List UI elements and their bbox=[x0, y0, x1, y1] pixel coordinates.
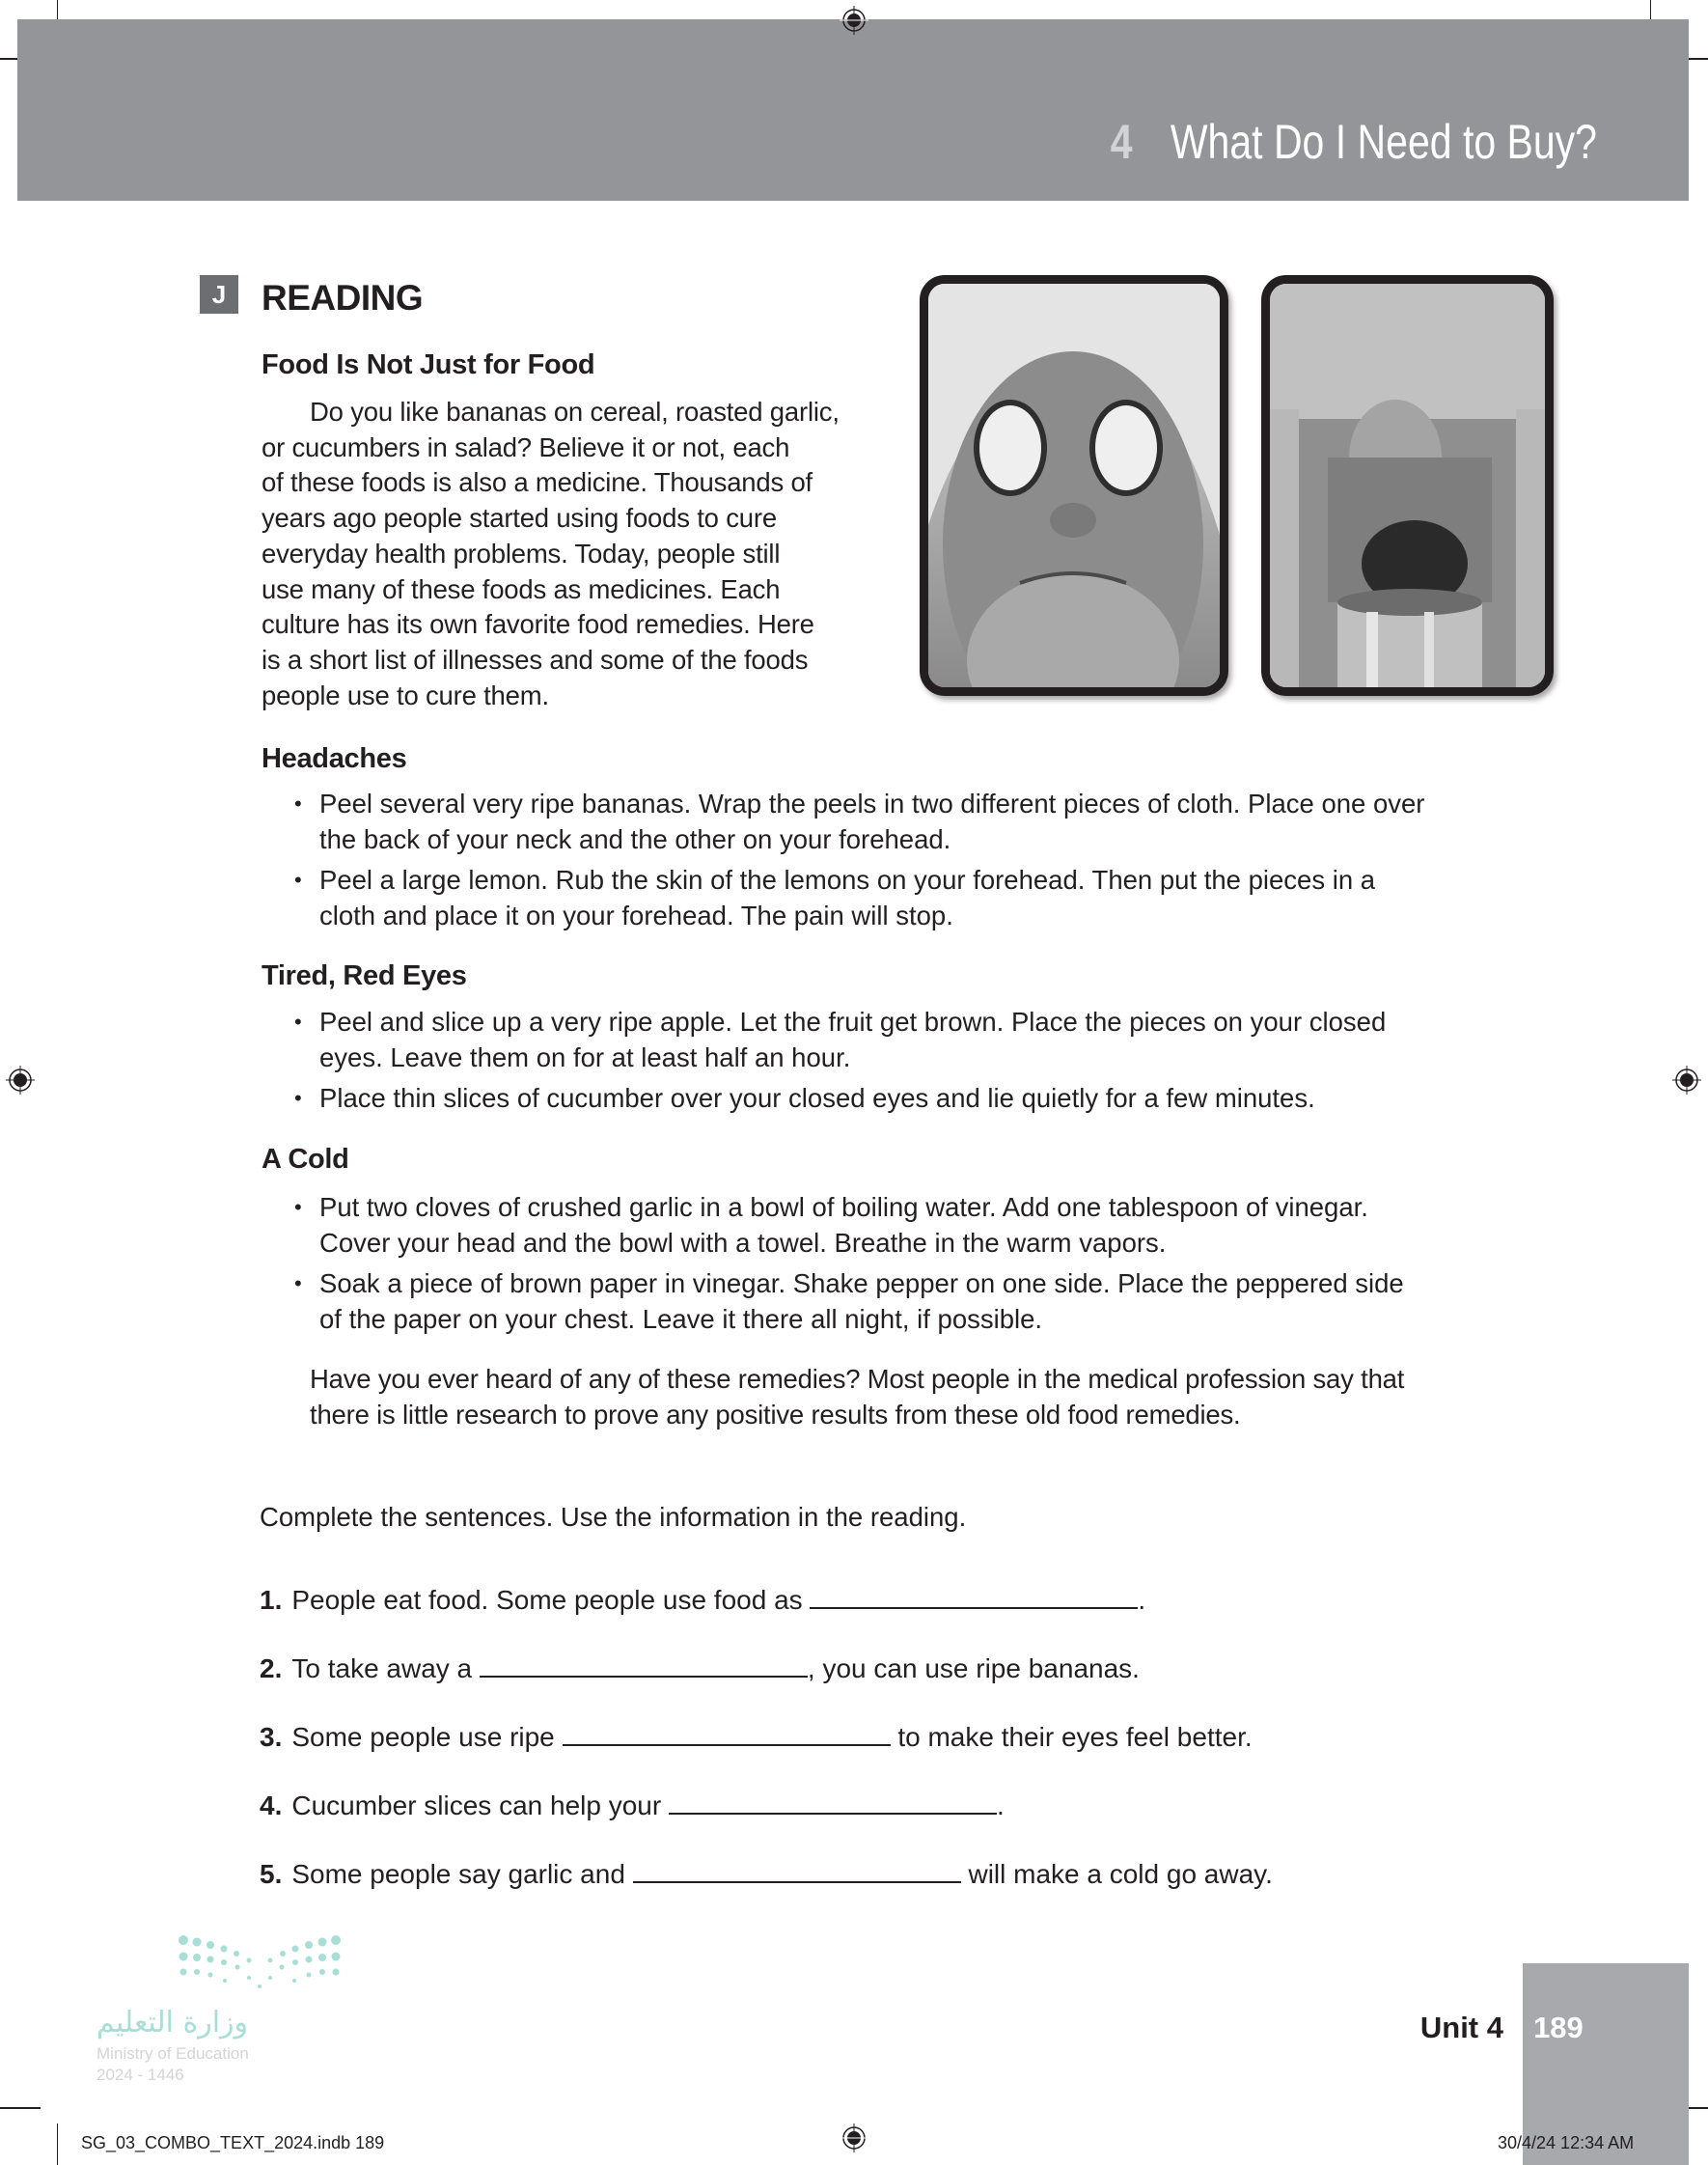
answer-blank[interactable] bbox=[563, 1721, 891, 1746]
text-line: • Peel and slice up a very ripe apple. Let the fruit get brown. Place the pieces on your closed bbox=[319, 1007, 1387, 1037]
question-3 bbox=[260, 1721, 1253, 1753]
ministry-dots-icon bbox=[174, 1930, 425, 1998]
text-line: years ago people started using foods to cure bbox=[262, 503, 777, 534]
slug-timestamp: 30/4/24 12:34 AM bbox=[1498, 2133, 1635, 2152]
question-number: 3. bbox=[260, 1722, 283, 1752]
list-item bbox=[294, 1266, 1539, 1337]
chapter-number: 4 bbox=[1110, 115, 1133, 169]
text-line: use many of these foods as medicines. Each bbox=[262, 573, 781, 604]
section-heading-tired-eyes: Tired, Red Eyes bbox=[262, 960, 467, 991]
section-title: READING bbox=[262, 278, 424, 318]
list-item bbox=[294, 787, 1539, 857]
answer-blank[interactable] bbox=[633, 1858, 961, 1883]
text-line: there is little research to prove any positive results from these old food remedies. bbox=[310, 1399, 1241, 1429]
closing-paragraph bbox=[310, 1362, 1404, 1432]
question-text: Cucumber slices can help your bbox=[291, 1790, 669, 1820]
text-line: • Peel a large lemon. Rub the skin of the lemons on your forehead. Then put the pieces in a bbox=[319, 865, 1376, 896]
list-item bbox=[294, 1005, 1539, 1075]
text-line: is a short list of illnesses and some of the foods bbox=[262, 644, 809, 675]
question-number: 1. bbox=[260, 1585, 283, 1615]
bullet-list-headaches bbox=[294, 787, 1539, 940]
question-text: to make their eyes feel better. bbox=[890, 1722, 1253, 1752]
text-line: • Put two cloves of crushed garlic in a bowl of boiling water. Add one tablespoon of vinegar. bbox=[319, 1192, 1368, 1222]
question-text: will make a cold go away. bbox=[960, 1859, 1273, 1889]
list-item bbox=[294, 1190, 1539, 1261]
text-line: • Peel several very ripe bananas. Wrap the peels in two different pieces of cloth. Place one over bbox=[319, 789, 1425, 819]
text-line: of the paper on your chest. Leave it there all night, if possible. bbox=[319, 1304, 1043, 1335]
page-number: 189 bbox=[1533, 2011, 1584, 2044]
bullet-list-tired-eyes bbox=[294, 1005, 1539, 1123]
ministry-logo bbox=[96, 1930, 347, 2085]
ministry-year: 2024 - 1446 bbox=[96, 2066, 184, 2084]
crop-mark bbox=[57, 2123, 58, 2165]
crop-mark bbox=[0, 2107, 41, 2109]
reading-title: Food Is Not Just for Food bbox=[262, 349, 595, 380]
text-line: everyday health problems. Today, people still bbox=[262, 538, 781, 569]
ministry-arabic-name: وزارة التعليم bbox=[96, 2006, 249, 2040]
text-line: of these foods is also a medicine. Thousands of bbox=[262, 467, 813, 498]
text-line: Have you ever heard of any of these remedies? Most people in the medical profession say that bbox=[310, 1364, 1405, 1394]
bullet-list-a-cold bbox=[294, 1190, 1539, 1344]
text-line: • Place thin slices of cucumber over your closed eyes and lie quietly for a few minutes. bbox=[319, 1083, 1315, 1114]
list-item bbox=[294, 1081, 1539, 1117]
question-text: . bbox=[996, 1790, 1005, 1820]
question-text: People eat food. Some people use food as bbox=[291, 1585, 811, 1615]
text-line: culture has its own favorite food remedies. Here bbox=[262, 609, 814, 640]
registration-mark-icon bbox=[6, 1066, 35, 1095]
photo-steam-pot bbox=[1261, 275, 1554, 696]
question-text: . bbox=[1138, 1585, 1146, 1615]
chapter-header-band bbox=[17, 19, 1689, 201]
question-text: To take away a bbox=[291, 1653, 480, 1683]
answer-blank[interactable] bbox=[480, 1652, 808, 1678]
exercise-instruction: Complete the sentences. Use the information in the reading. bbox=[260, 1502, 967, 1532]
slug-file-info: SG_03_COMBO_TEXT_2024.indb 189 bbox=[81, 2133, 385, 2152]
unit-label: Unit 4 bbox=[1419, 2011, 1503, 2044]
question-1 bbox=[260, 1584, 1145, 1616]
text-line: the back of your neck and the other on your forehead. bbox=[319, 823, 951, 854]
text-line: Cover your head and the bowl with a towel. Breathe in the warm vapors. bbox=[319, 1227, 1167, 1258]
list-item bbox=[294, 863, 1539, 933]
question-number: 4. bbox=[260, 1790, 283, 1820]
text-line: or cucumbers in salad? Believe it or not, each bbox=[262, 431, 790, 462]
answer-blank[interactable] bbox=[810, 1584, 1138, 1609]
question-4 bbox=[260, 1790, 1005, 1821]
man-cucumber-eyes-illustration bbox=[928, 284, 1220, 687]
registration-mark-icon bbox=[840, 6, 868, 35]
section-heading-headaches: Headaches bbox=[262, 743, 407, 774]
section-badge: J bbox=[200, 275, 238, 314]
question-text: Some people say garlic and bbox=[291, 1859, 633, 1889]
registration-mark-icon bbox=[840, 2123, 868, 2152]
text-line: people use to cure them. bbox=[262, 680, 549, 710]
question-number: 2. bbox=[260, 1653, 283, 1683]
intro-paragraph bbox=[262, 395, 898, 713]
chapter-heading bbox=[1111, 114, 1597, 170]
ministry-english-name: Ministry of Education bbox=[96, 2044, 249, 2063]
text-line: eyes. Leave them on for at least half an hour. bbox=[319, 1041, 851, 1072]
question-5 bbox=[260, 1858, 1273, 1890]
text-line: Do you like bananas on cereal, roasted garlic, bbox=[310, 397, 840, 427]
photo-cucumber-eyes bbox=[920, 275, 1228, 696]
question-text: Some people use ripe bbox=[291, 1722, 563, 1752]
text-line: • Soak a piece of brown paper in vinegar. Shake pepper on one side. Place the peppered side bbox=[319, 1268, 1404, 1299]
chapter-title: What Do I Need to Buy? bbox=[1170, 115, 1597, 169]
registration-mark-icon bbox=[1672, 1066, 1701, 1095]
person-steaming-pot-illustration bbox=[1270, 284, 1545, 687]
question-2 bbox=[260, 1652, 1140, 1684]
answer-blank[interactable] bbox=[669, 1790, 997, 1815]
question-number: 5. bbox=[260, 1859, 283, 1889]
section-heading-a-cold: A Cold bbox=[262, 1144, 349, 1175]
question-text: , you can use ripe bananas. bbox=[807, 1653, 1140, 1683]
text-line: cloth and place it on your forehead. The pain will stop. bbox=[319, 901, 953, 931]
